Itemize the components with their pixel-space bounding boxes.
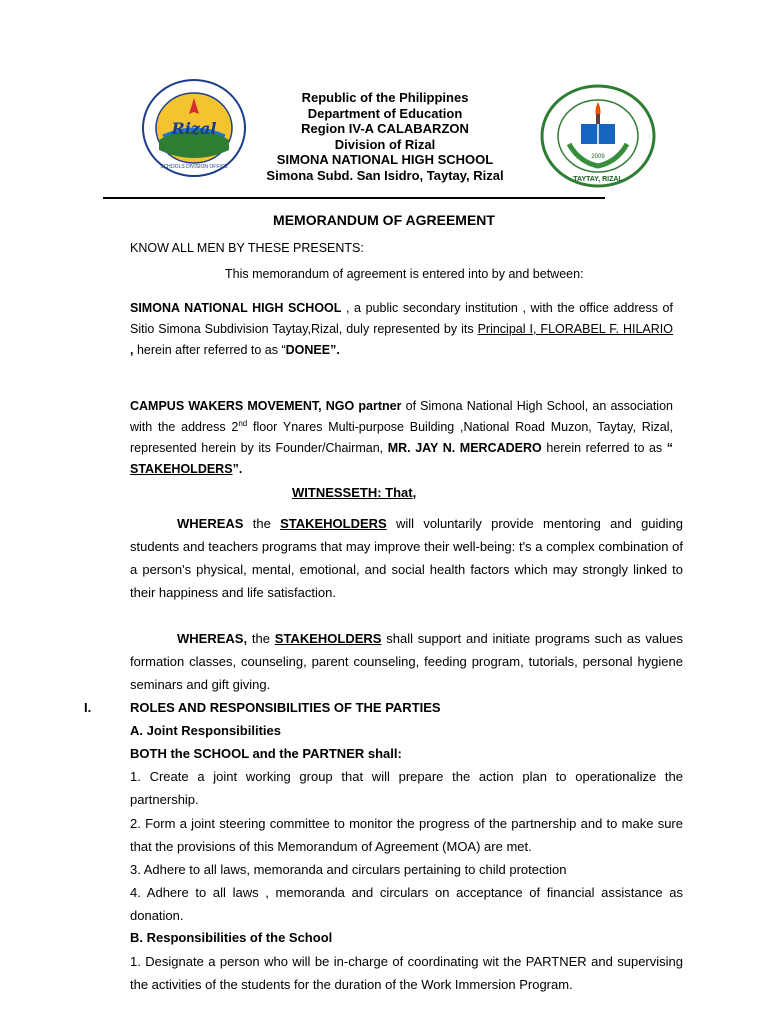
joint-item-1: 1. Create a joint working group that will prepare the action plan to operationalize the partnership. [130,769,683,807]
party-one-representative: Principal I, FLORABEL F. HILARIO [477,322,673,336]
party-two-alias: STAKEHOLDERS [130,462,233,476]
whereas-one-lead: WHEREAS [177,516,244,531]
intro-line: This memorandum of agreement is entered into by and between: [225,267,584,281]
party-two-text: of Simona National High School, an association with the address 2 [130,399,673,434]
header-address: Simona Subd. San Isidro, Taytay, Rizal [266,167,504,183]
party-two-quote-close: ”. [232,462,243,476]
whereas-two-paragraph [130,627,683,696]
whereas-two-text: shall support and initiate programs such as values formation classes, counseling, parent counseling, feeding program, tutorials, personal hygiene seminars and gift giving. [130,631,684,692]
witnesseth-heading [292,485,416,500]
party-two-text-3: herein referred to as [541,441,667,455]
joint-item-2: 2. Form a joint steering committee to monitor the progress of the partnership and to make sure that the provisions of this Memorandum of Agreement (MOA) are met. [130,816,683,854]
whereas-one-the: the [243,516,281,531]
joint-item-4: 4. Adhere to all laws , memoranda and circulars on acceptance of financial assistance as donation. [130,885,683,923]
deped-rizal-seal [141,78,247,178]
party-one-text: , a public secondary institution , with the office address of Sitio Simona Subdivision Taytay,Rizal, duly represented by its [130,301,673,336]
seal-year: 2009 [591,154,605,160]
party-one-name: SIMONA NATIONAL HIGH SCHOOL [130,301,342,315]
header-republic: Republic of the Philippines [301,90,469,105]
letterhead [240,90,530,183]
party-one-text-2: herein after referred to as “ [133,343,286,357]
header-school: SIMONA NATIONAL HIGH SCHOOL [276,152,494,167]
whereas-two-the: the [247,631,275,646]
header-department: Department of Education [307,105,463,121]
seal-script-text: Rizal [171,119,217,138]
joint-responsibilities-title: A. Joint Responsibilities [130,723,281,738]
whereas-two-lead: WHEREAS, [177,631,248,646]
whereas-two-term: STAKEHOLDERS [274,631,382,646]
party-one-alias: DONEE”. [285,343,340,357]
section-title: ROLES AND RESPONSIBILITIES OF THE PARTIES [130,700,441,715]
know-all-line: KNOW ALL MEN BY THESE PRESENTS: [130,241,364,255]
school-responsibilities-title: B. Responsibilities of the School [130,930,333,945]
party-two-chairman: MR. JAY N. MERCADERO [387,441,542,455]
party-two-sup: nd [238,418,248,428]
seal-bottom-text: SCHOOLS DIVISION OFFICE [160,164,228,170]
whereas-one-term: STAKEHOLDERS [280,516,387,531]
party-two-quote-open: “ [666,441,673,455]
section-number: I. [84,700,92,715]
header-division: Division of Rizal [334,136,436,152]
school-item-1: 1. Designate a person who will be in-charge of coordinating wit the PARTNER and supervising the activities of the students for the duration of the Work Immersion Program. [130,954,683,992]
whereas-one-paragraph [130,512,683,604]
header-divider [103,197,605,199]
school-seal [539,84,657,189]
party-one-paragraph [130,298,673,361]
joint-responsibilities-lead: BOTH the SCHOOL and the PARTNER shall: [130,746,402,761]
whereas-one-text: will voluntarily provide mentoring and guiding students and teachers programs that may improve their well-being: t's a complex combination of a person's physical, mental, emotional, and social health factors which may strongly linked to their happiness and life satisfaction. [130,516,684,600]
seal-bottom-text: TAYTAY, RIZAL [573,176,623,183]
header-region: Region IV-A CALABARZON [301,121,469,136]
joint-item-3: 3. Adhere to all laws, memoranda and circulars pertaining to child protection [130,862,567,877]
party-two-text-2: floor Ynares Multi-purpose Building ,National Road Muzon, Taytay, Rizal, represented herein by its Founder/Chairman, [130,420,673,455]
party-two-name: CAMPUS WAKERS MOVEMENT, NGO partner [130,399,402,413]
party-one-comma: , [130,343,134,357]
witnesseth-text: WITNESSETH: That, [292,485,417,500]
document-title: MEMORANDUM OF AGREEMENT [273,212,495,228]
party-two-paragraph [130,396,673,480]
